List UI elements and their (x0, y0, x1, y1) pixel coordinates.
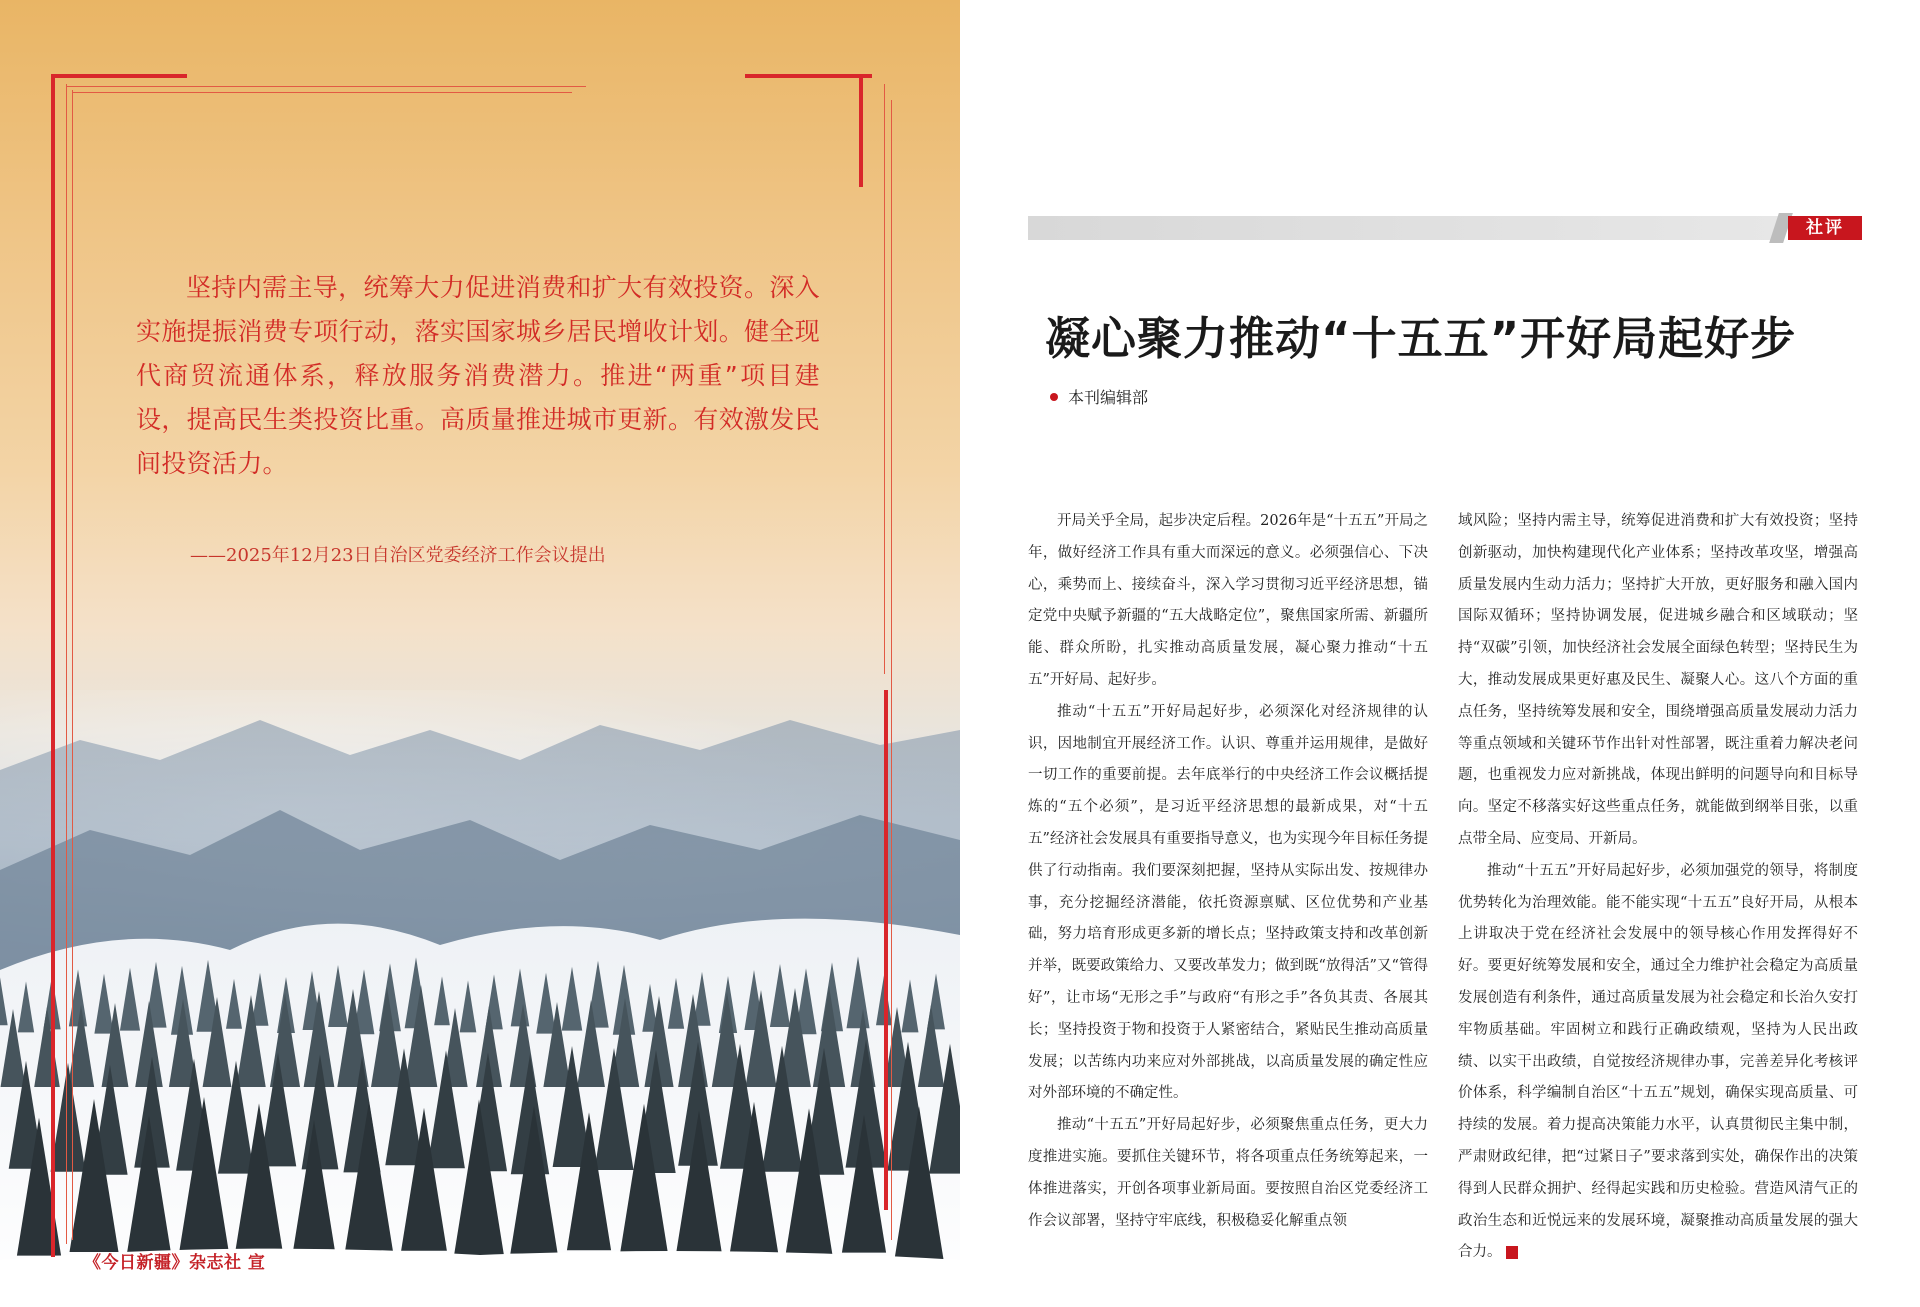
thin-frame-right-2 (891, 100, 892, 1240)
paragraph-3-continued: 域风险；坚持内需主导，统筹促进消费和扩大有效投资；坚持创新驱动，加快构建现代化产业体系；坚持改革攻坚，增强高质量发展内生动力活力；坚持扩大开放，更好服务和融入国内国际双循环；坚持协调发展，促进城乡融合和区域联动；坚持“双碳”引领，加快经济社会发展全面绿色转型；坚持民生为大，推动发展成果更好惠及民生、凝聚人心。这八个方面的重点任务，坚持统筹发展和安全，围绕增强高质量发展动力活力等重点领域和关键环节作出针对性部署，既注重着力解决老问题，也重视发力应对新挑战，体现出鲜明的问题导向和目标导向。坚定不移落实好这些重点任务，就能做到纲举目张，以重点带全局、应变局、开新局。 (1458, 513, 1858, 847)
mountain-forest-scenery (0, 700, 960, 1307)
byline (1050, 385, 1148, 408)
frame-top-right-horizontal (745, 74, 872, 78)
publisher-logo: 《今日新疆》杂志社 宣 (84, 1253, 266, 1273)
frame-top-left-horizontal (51, 74, 187, 78)
article-column-right (1458, 506, 1858, 1269)
paragraph-4-text: 推动“十五五”开好局起好步，必须加强党的领导，将制度优势转化为治理效能。能不能实现“十五五”良好开局，从根本上讲取决于党在经济社会发展中的领导核心作用发挥得好不好。要更好统筹发展和安全，通过全力维护社会稳定为高质量发展创造有利条件，通过高质量发展为社会稳定和长治久安打牢物质基础。牢固树立和践行正确政绩观，坚持为人民出政绩、以实干出政绩，自觉按经济规律办事，完善差异化考核评价体系，科学编制自治区“十五五”规划，确保实现高质量、可持续的发展。着力提高决策能力水平，认真贯彻民主集中制，严肃财政纪律，把“过紧日子”要求落到实处，确保作出的决策得到人民群众拥护、经得起实践和历史检验。营造风清气正的政治生态和近悦远来的发展环境，凝聚推动高质量发展的强大合力。 (1458, 862, 1858, 1261)
header-bar (1028, 216, 1778, 240)
section-tag: 社评 (1788, 216, 1862, 240)
article-column-left (1028, 506, 1428, 1237)
frame-right-lower-vertical (884, 690, 888, 1210)
frame-left-vertical (51, 74, 55, 1257)
thin-frame-top-2 (72, 92, 572, 93)
paragraph-2: 推动“十五五”开好局起好步，必须深化对经济规律的认识，因地制宜开展经济工作。认识、尊重并运用规律，是做好一切工作的重要前提。去年底举行的中央经济工作会议概括提炼的“五个必须”，是习近平经济思想的最新成果，对“十五五”经济社会发展具有重要指导意义，也为实现今年目标任务提供了行动指南。我们要深刻把握，坚持从实际出发、按规律办事，充分挖掘经济潜能，依托资源禀赋、区位优势和产业基础，努力培育形成更多新的增长点；坚持政策支持和改革创新并举，既要政策给力、又要改革发力；做到既“放得活”又“管得好”，让市场“无形之手”与政府“有形之手”各负其责、各展其长；坚持投资于物和投资于人紧密结合，紧贴民生推动高质量发展；以苦练内功来应对外部挑战，以高质量发展的确定性应对外部环境的不确定性。 (1028, 703, 1428, 1102)
paragraph-4 (1458, 856, 1858, 1269)
thin-frame-left-2 (72, 90, 73, 1240)
thin-frame-left-1 (66, 84, 67, 1244)
frame-top-right-vertical (859, 74, 863, 187)
paragraph-3: 推动“十五五”开好局起好步，必须聚焦重点任务，更大力度推进实施。要抓住关键环节，将各项重点任务统筹起来，一体推进落实，开创各项事业新局面。要按照自治区党委经济工作会议部署，坚持守牢底线，积极稳妥化解重点领 (1028, 1117, 1428, 1229)
thin-frame-right-1 (884, 84, 885, 674)
paragraph-1: 开局关乎全局，起步决定后程。2026年是“十五五”开局之年，做好经济工作具有重大而深远的意义。必须强信心、下决心，乘势而上、接续奋斗，深入学习贯彻习近平经济思想，锚定党中央赋予新疆的“五大战略定位”，聚焦国家所需、新疆所能、群众所盼，扎实推动高质量发展，凝心聚力推动“十五五”开好局、起好步。 (1028, 513, 1428, 688)
byline-text: 本刊编辑部 (1068, 388, 1149, 407)
right-page (960, 0, 1920, 1307)
thin-frame-top-1 (66, 86, 586, 87)
quote-text: 坚持内需主导，统筹大力促进消费和扩大有效投资。深入实施提振消费专项行动，落实国家城乡居民增收计划。健全现代商贸流通体系，释放服务消费潜力。推进“两重”项目建设，提高民生类投资比重。高质量推进城市更新。有效激发民间投资活力。 (136, 273, 820, 478)
article-headline: 凝心聚力推动“十五五”开好局起好步 (1045, 312, 1797, 365)
quote-source: ——2025年12月23日自治区党委经济工作会议提出 (190, 545, 606, 566)
bullet-dot-icon (1050, 393, 1058, 401)
end-mark-icon (1506, 1246, 1518, 1259)
